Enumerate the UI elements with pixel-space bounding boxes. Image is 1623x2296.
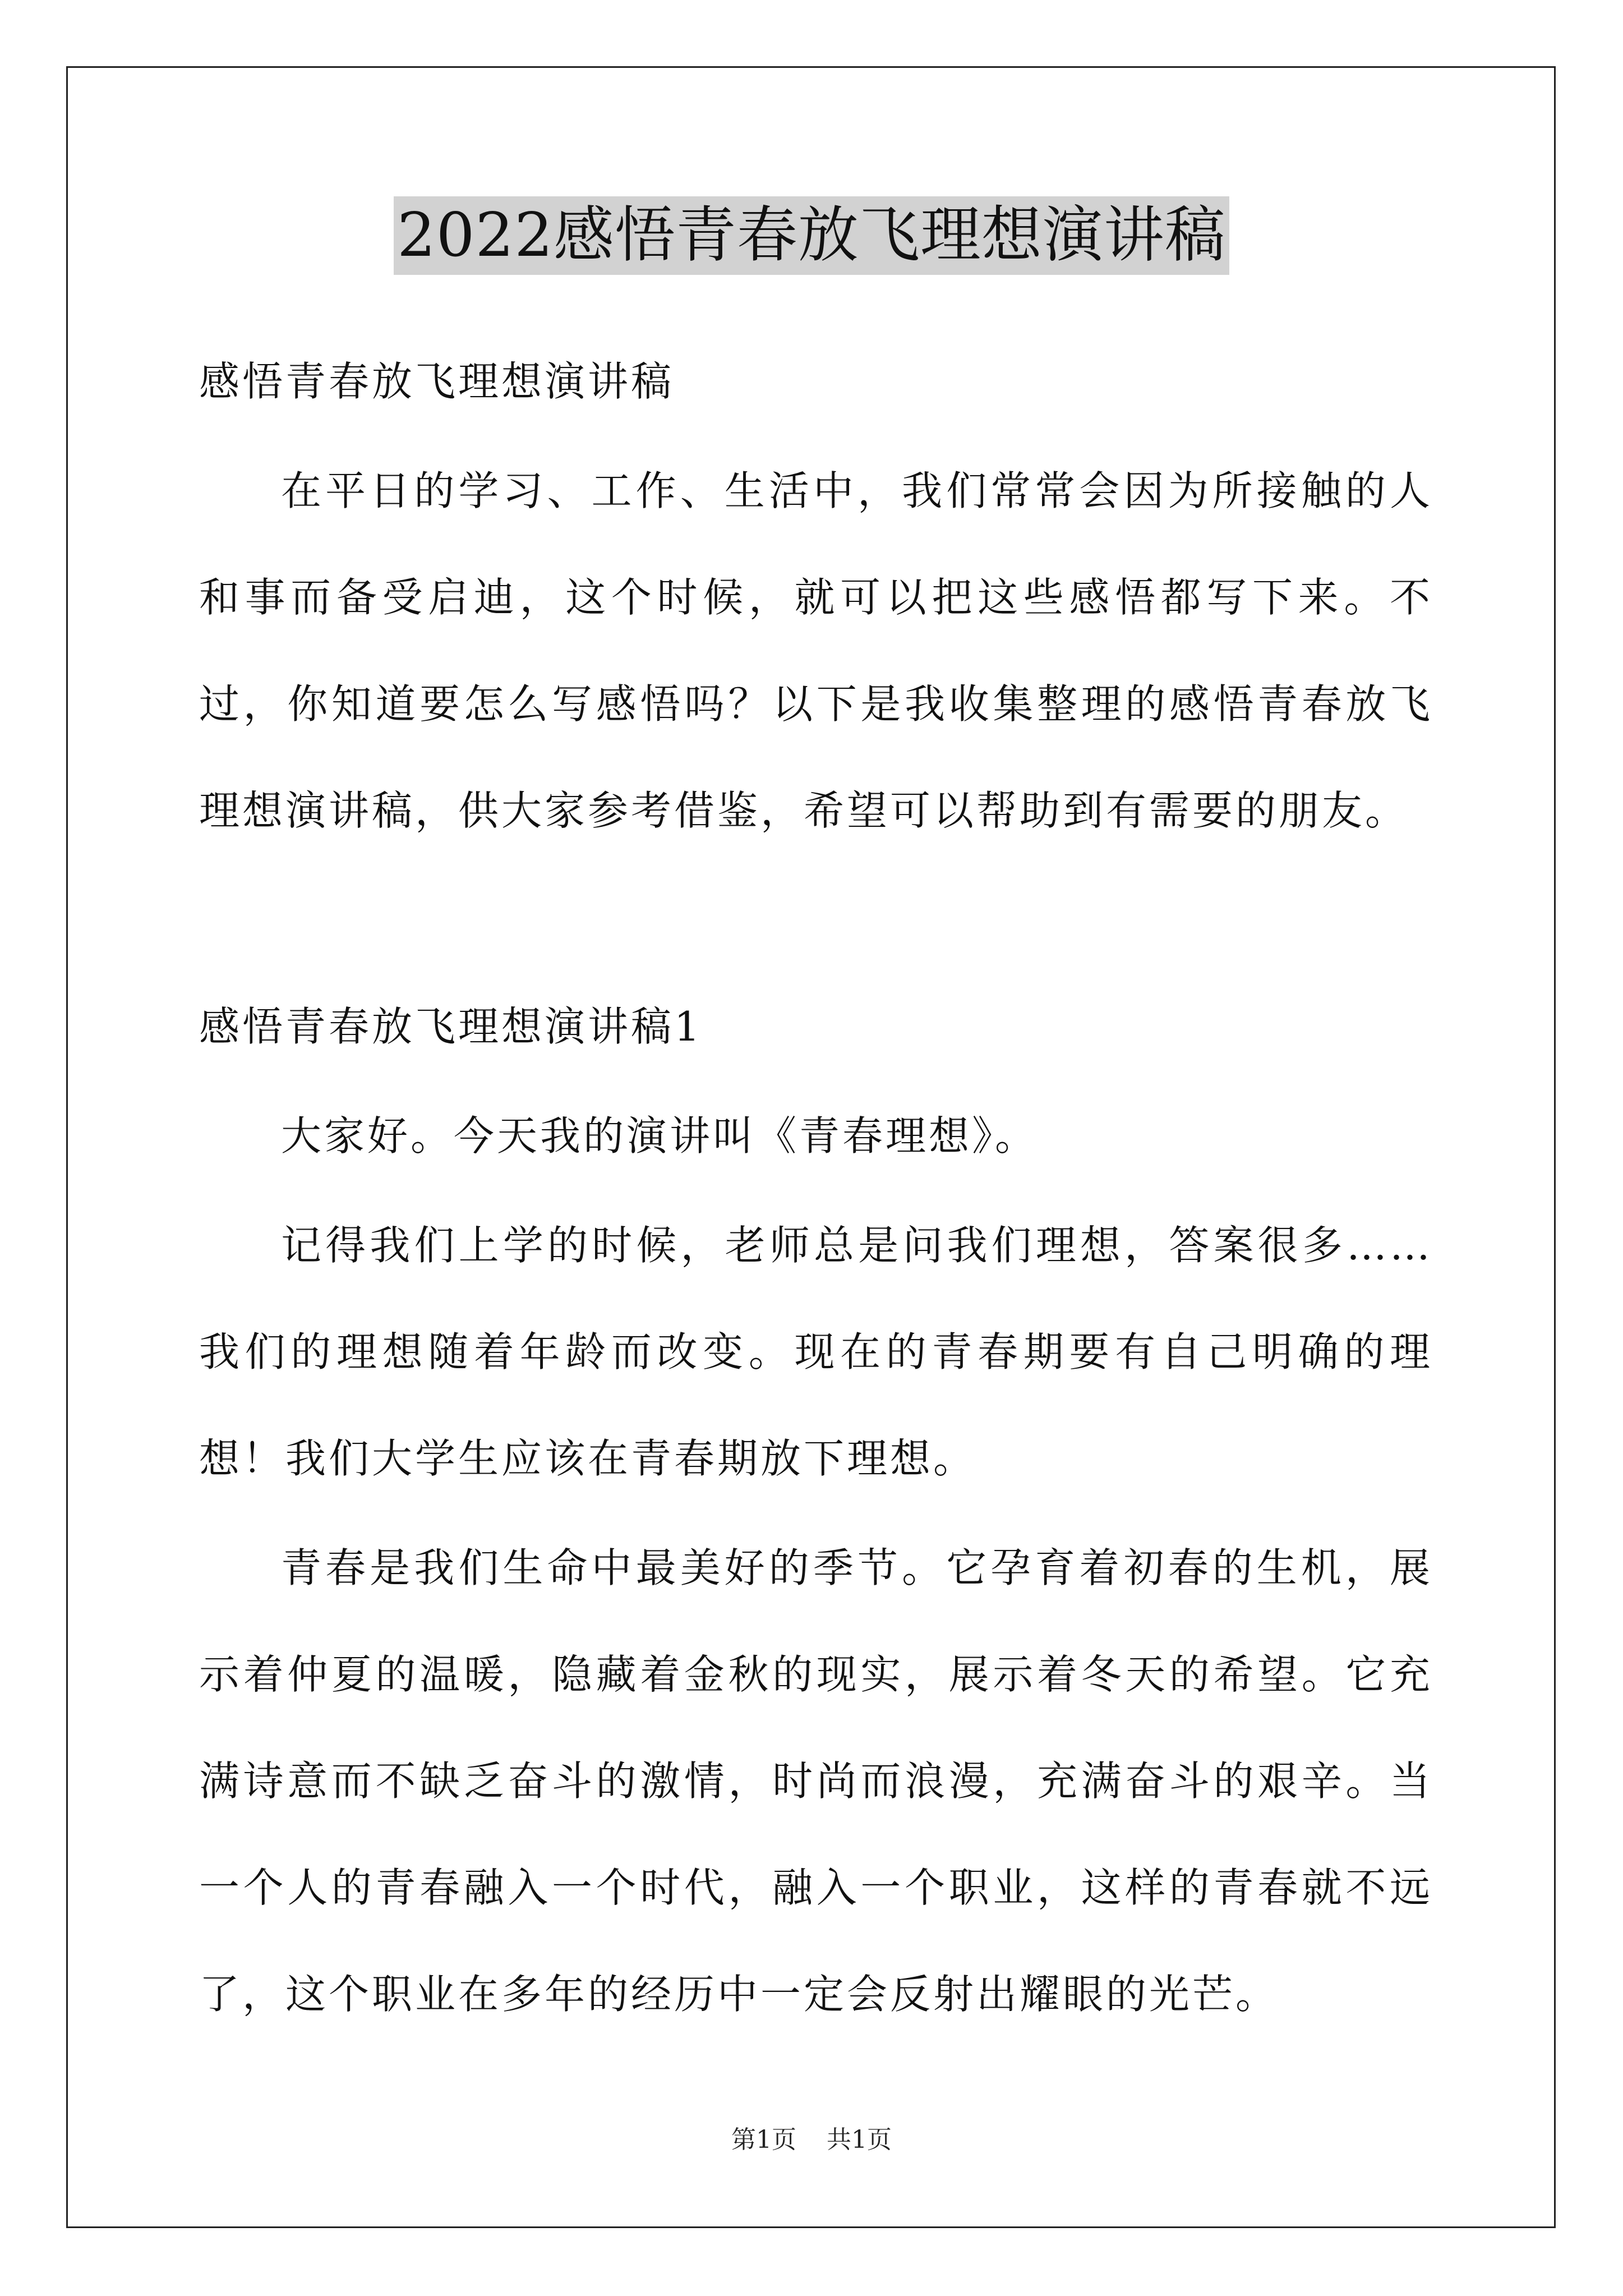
intro-paragraph: 在平日的学习、工作、生活中，我们常常会因为所接触的人和事而备受启迪，这个时候，就可以把这些感悟都写下来。不过，你知道要怎么写感悟吗？以下是我收集整理的感悟青春放飞理想演讲稿，供大家参考借鉴，希望可以帮助到有需要的朋友。 <box>199 467 1433 834</box>
document-title: 2022感悟青春放飞理想演讲稿 <box>394 196 1229 275</box>
page-number-total: 共1页 <box>827 2125 892 2154</box>
body-paragraph-1: 大家好。今天我的演讲叫《青春理想》。 <box>281 1112 1039 1159</box>
section1-heading: 感悟青春放飞理想演讲稿1 <box>199 1003 703 1050</box>
body-paragraph-3: 青春是我们生命中最美好的季节。它孕育着初春的生机，展示着仲夏的温暖，隐藏着金秋的现实，展示着冬天的希望。它充满诗意而不缺乏奋斗的激情，时尚而浪漫，充满奋斗的艰辛。当一个人的青春融入一个时代，融入一个职业，这样的青春就不远了，这个职业在多年的经历中一定会反射出耀眼的光芒。 <box>199 1544 1433 2018</box>
page-number-current: 第1页 <box>731 2125 796 2154</box>
intro-heading: 感悟青春放飞理想演讲稿 <box>199 358 675 405</box>
body-paragraph-2: 记得我们上学的时候，老师总是问我们理想，答案很多……我们的理想随着年龄而改变。现在的青春期要有自己明确的理想！我们大学生应该在青春期放下理想。 <box>199 1222 1433 1482</box>
title-container <box>0 196 1623 275</box>
page-footer <box>0 2123 1623 2157</box>
